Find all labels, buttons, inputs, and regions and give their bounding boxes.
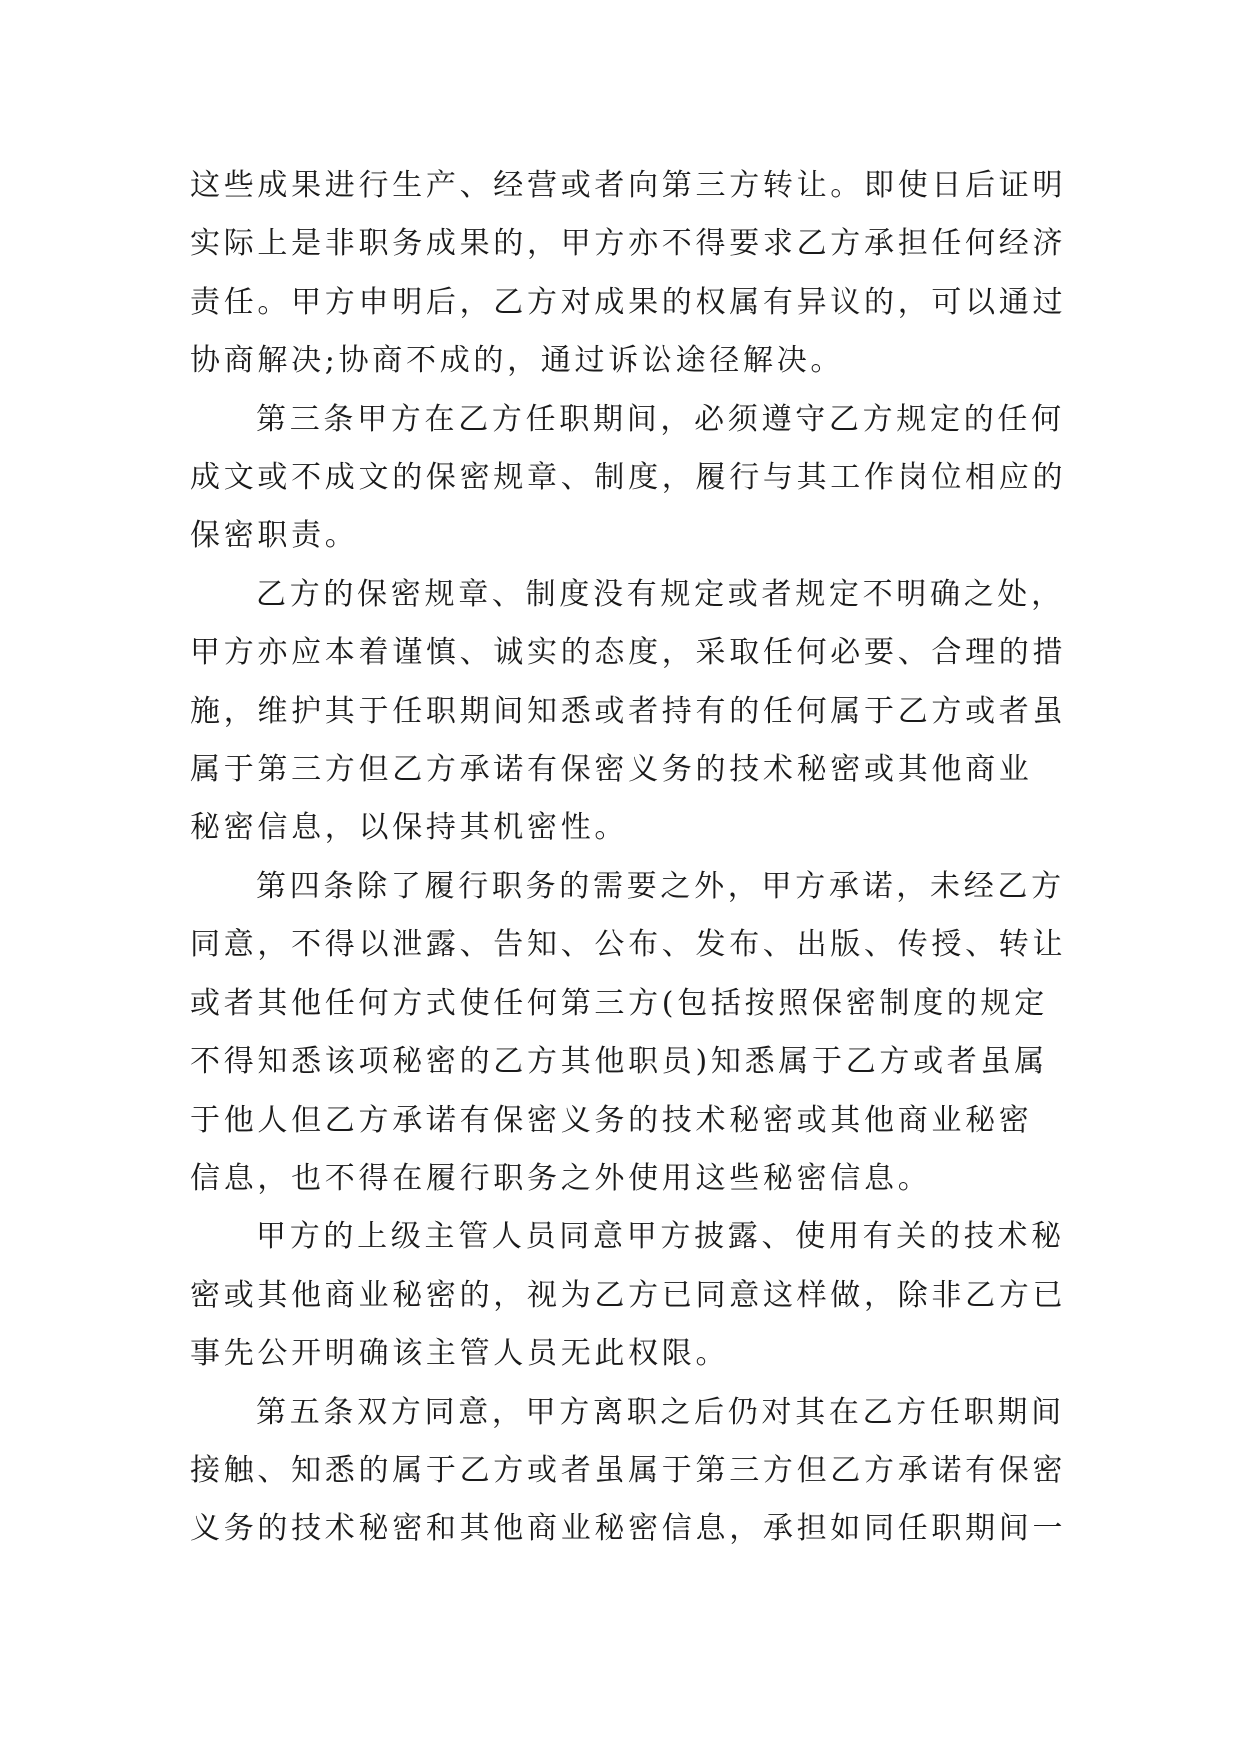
text-line: 协商解决;协商不成的，通过诉讼途径解决。 xyxy=(190,343,845,379)
text-line: 保密职责。 xyxy=(190,518,359,554)
text-line: 属于第三方但乙方承诺有保密义务的技术秘密或其他商业 xyxy=(190,752,1033,788)
text-line: 第三条甲方在乙方任职期间，必须遵守乙方规定的任何 xyxy=(256,401,1065,437)
paragraph-article-4 xyxy=(190,858,1067,1208)
text-line: 于他人但乙方承诺有保密义务的技术秘密或其他商业秘密 xyxy=(190,1102,1033,1138)
text-line: 或者其他任何方式使任何第三方(包括按照保密制度的规定 xyxy=(190,985,1048,1021)
text-line: 密或其他商业秘密的，视为乙方已同意这样做，除非乙方已 xyxy=(190,1277,1067,1313)
text-line: 同意，不得以泄露、告知、公布、发布、出版、传授、转让 xyxy=(190,927,1067,963)
paragraph-3 xyxy=(190,566,1067,858)
text-line: 第四条除了履行职务的需要之外，甲方承诺，未经乙方 xyxy=(256,868,1065,904)
text-line: 责任。甲方申明后，乙方对成果的权属有异议的，可以通过 xyxy=(190,284,1067,320)
paragraph-5 xyxy=(190,1208,1067,1383)
text-line: 事先公开明确该主管人员无此权限。 xyxy=(190,1336,730,1372)
text-line: 甲方的上级主管人员同意甲方披露、使用有关的技术秘 xyxy=(256,1219,1065,1255)
text-line: 秘密信息，以保持其机密性。 xyxy=(190,810,629,846)
text-line: 甲方亦应本着谨慎、诚实的态度，采取任何必要、合理的措 xyxy=(190,635,1067,671)
text-line: 接触、知悉的属于乙方或者虽属于第三方但乙方承诺有保密 xyxy=(190,1452,1067,1488)
text-line: 施，维护其于任职期间知悉或者持有的任何属于乙方或者虽 xyxy=(190,693,1067,729)
text-line: 实际上是非职务成果的，甲方亦不得要求乙方承担任何经济 xyxy=(190,226,1067,262)
text-line: 信息，也不得在履行职务之外使用这些秘密信息。 xyxy=(190,1160,932,1196)
text-line: 不得知悉该项秘密的乙方其他职员)知悉属于乙方或者虽属 xyxy=(190,1044,1048,1080)
text-line: 第五条双方同意，甲方离职之后仍对其在乙方任职期间 xyxy=(256,1394,1065,1430)
paragraph-article-5 xyxy=(190,1384,1067,1559)
paragraph-article-3 xyxy=(190,391,1067,566)
document-body xyxy=(190,157,1067,1559)
text-line: 这些成果进行生产、经营或者向第三方转让。即使日后证明 xyxy=(190,168,1067,203)
text-line: 义务的技术秘密和其他商业秘密信息，承担如同任职期间一 xyxy=(190,1511,1067,1547)
text-line: 乙方的保密规章、制度没有规定或者规定不明确之处， xyxy=(256,576,1065,612)
text-line: 成文或不成文的保密规章、制度，履行与其工作岗位相应的 xyxy=(190,460,1067,496)
paragraph-1 xyxy=(190,157,1067,391)
